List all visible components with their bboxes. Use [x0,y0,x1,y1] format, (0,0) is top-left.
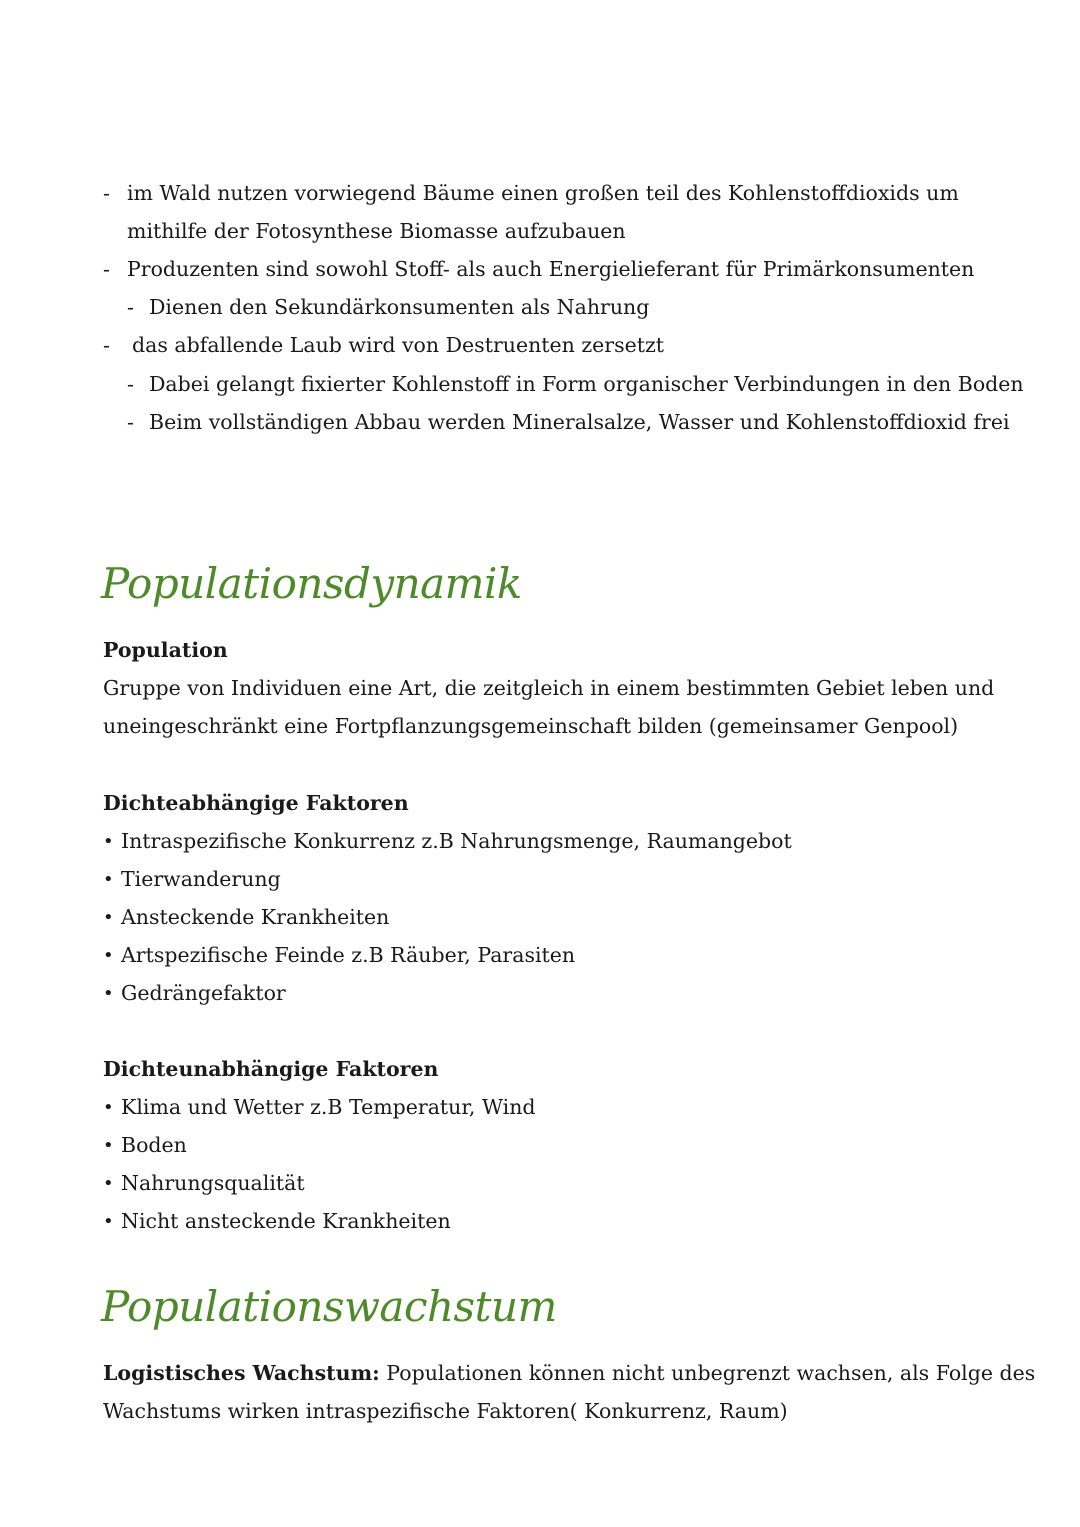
bullet-marker: • [103,831,114,852]
list-item: Intraspezifische Konkurrenz z.B Nahrungsmenge, Raumangebot [121,829,792,853]
list-item: das abfallende Laub wird von Destruenten zersetzt [132,333,665,357]
logistic-growth-label: Logistisches Wachstum: [103,1361,380,1385]
list-subitem: Dabei gelangt fixierter Kohlenstoff in Form organischer Verbindungen in den Boden [149,372,1024,396]
list-subitem: Beim vollständigen Abbau werden Mineralsalze, Wasser und Kohlenstoffdioxid frei [149,410,1010,434]
bullet-marker: • [103,907,114,928]
list-item-continuation: mithilfe der Fotosynthese Biomasse aufzubauen [127,219,626,243]
list-item: Boden [121,1133,187,1157]
dependent-factors-title: Dichteabhängige Faktoren [103,791,409,815]
dash-marker: - [103,181,110,205]
list-item: Nahrungsqualität [121,1171,305,1195]
list-item: im Wald nutzen vorwiegend Bäume einen großen teil des Kohlenstoffdioxids um [127,181,959,205]
population-title: Population [103,638,228,662]
bullet-marker: • [103,1211,114,1232]
dash-marker: - [103,257,110,281]
dash-marker: - [127,372,134,396]
list-item: Gedrängefaktor [121,981,286,1005]
bullet-marker: • [103,1135,114,1156]
population-definition: Gruppe von Individuen eine Art, die zeitgleich in einem bestimmten Gebiet leben und [103,676,995,700]
bullet-marker: • [103,1097,114,1118]
dash-marker: - [103,333,110,357]
list-item: Tierwanderung [121,867,281,891]
bullet-marker: • [103,1173,114,1194]
section-heading: Populationsdynamik [101,559,522,608]
bullet-marker: • [103,983,114,1004]
bullet-marker: • [103,945,114,966]
section-heading: Populationswachstum [101,1282,557,1331]
logistic-growth-paragraph [103,1363,1035,1384]
bullet-marker: • [103,869,114,890]
list-item: Nicht ansteckende Krankheiten [121,1209,451,1233]
list-item: Ansteckende Krankheiten [121,905,390,929]
population-definition: uneingeschränkt eine Fortpflanzungsgemeinschaft bilden (gemeinsamer Genpool) [103,714,959,738]
dash-marker: - [127,295,134,319]
list-item: Klima und Wetter z.B Temperatur, Wind [121,1095,536,1119]
list-item: Produzenten sind sowohl Stoff- als auch Energielieferant für Primärkonsumenten [127,257,975,281]
dash-marker: - [127,410,134,434]
list-item: Artspezifische Feinde z.B Räuber, Parasiten [121,943,576,967]
logistic-growth-paragraph: Wachstums wirken intraspezifische Faktoren( Konkurrenz, Raum) [103,1399,788,1423]
independent-factors-title: Dichteunabhängige Faktoren [103,1057,439,1081]
logistic-growth-text: Populationen können nicht unbegrenzt wachsen, als Folge des [379,1361,1036,1385]
list-subitem: Dienen den Sekundärkonsumenten als Nahrung [149,295,650,319]
